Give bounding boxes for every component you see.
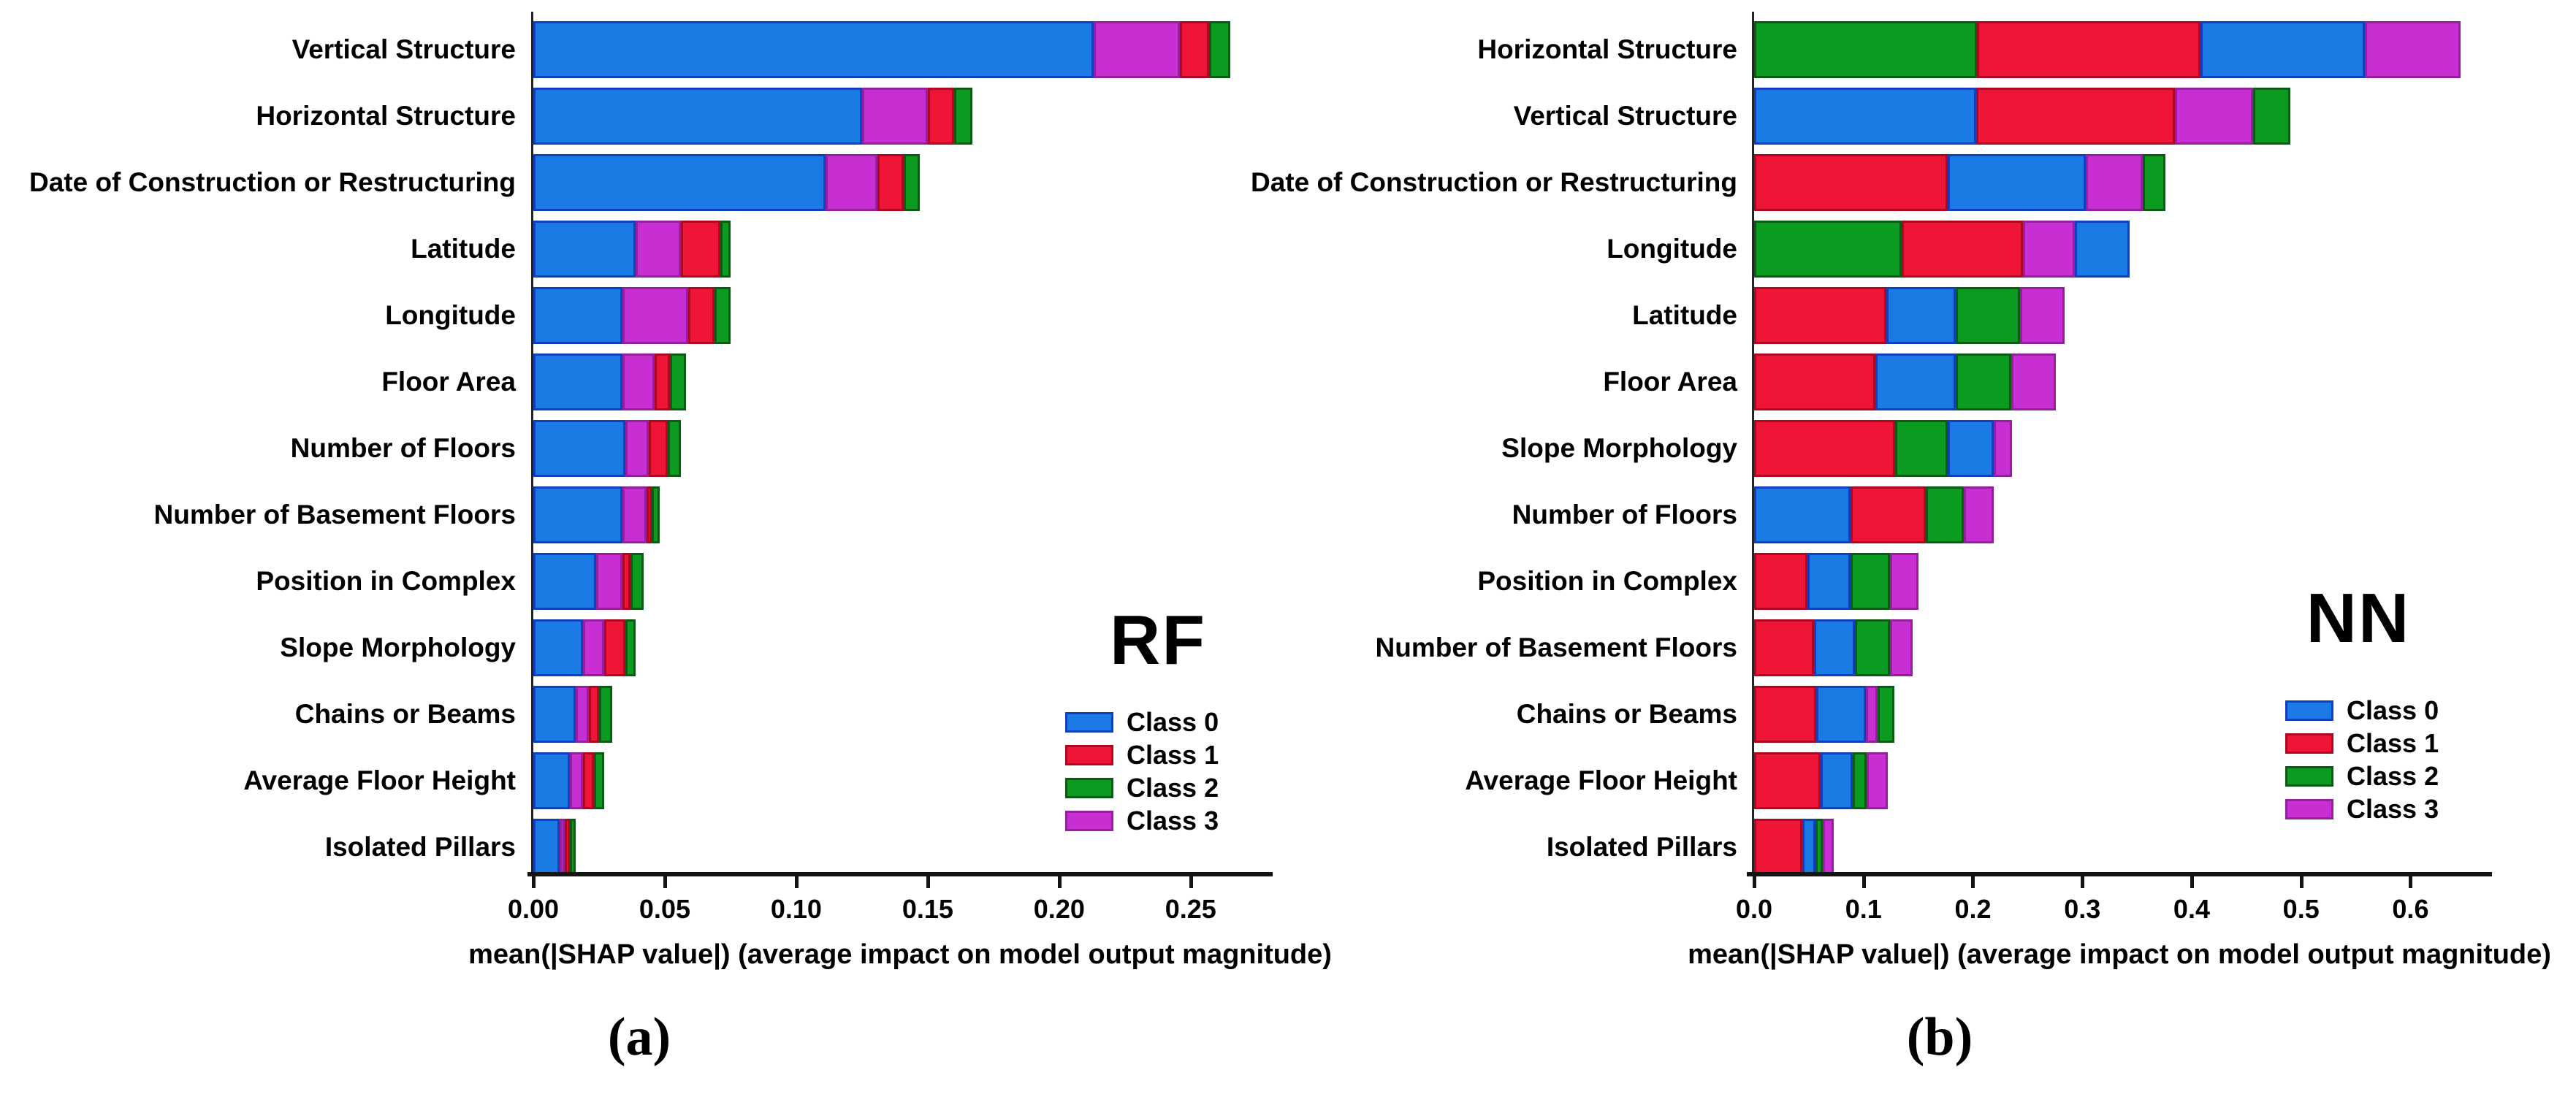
legend-label: Class 2 [1127, 772, 1219, 803]
x-tick-label: 0.2 [1954, 894, 1992, 924]
stacked-bar [1754, 619, 1913, 676]
bar-segment-class-3 [2086, 154, 2143, 211]
bar-segment-class-0 [1875, 353, 1955, 410]
legend-swatch-class-1 [2285, 733, 2333, 754]
bar-segment-class-1 [1754, 686, 1816, 743]
bar-segment-class-2 [1754, 221, 1902, 278]
x-tick-label: 0.0 [1735, 894, 1773, 924]
x-tick-mark [1971, 876, 1975, 888]
y-tick-label: Slope Morphology [280, 632, 516, 662]
y-tick-label: Average Floor Height [1465, 765, 1737, 795]
bar-segment-class-0 [1821, 752, 1852, 809]
y-tick-label: Vertical Structure [1513, 101, 1737, 131]
y-tick-label: Horizontal Structure [1477, 34, 1737, 64]
stacked-bar [1754, 420, 2012, 477]
y-tick-label: Horizontal Structure [256, 101, 516, 131]
y-tick-label: Chains or Beams [1516, 699, 1737, 729]
bar-segment-class-3 [2175, 88, 2252, 145]
legend-label: Class 2 [2347, 760, 2439, 791]
bar-segment-class-0 [2200, 21, 2365, 78]
bar-segment-class-0 [1814, 619, 1854, 676]
bar-segment-class-2 [1956, 353, 2011, 410]
bar-segment-class-3 [2365, 21, 2461, 78]
bar-segment-class-3 [2020, 287, 2065, 344]
legend-label: Class 3 [1127, 805, 1219, 836]
legend-label: Class 0 [1127, 706, 1219, 737]
y-tick-label: Isolated Pillars [1546, 832, 1737, 862]
chart-title: NN [2306, 579, 2411, 657]
y-tick-label: Latitude [411, 234, 516, 264]
x-tick-mark [1753, 876, 1756, 888]
x-tick-mark [2081, 876, 2084, 888]
bar-segment-class-3 [1994, 420, 2012, 477]
bar-segment-class-2 [1855, 619, 1890, 676]
bar-segment-class-1 [1754, 553, 1807, 610]
bar-segment-class-0 [1816, 686, 1865, 743]
y-tick-label: Date of Construction or Restructuring [28, 167, 516, 197]
y-tick-label: Number of Basement Floors [153, 500, 516, 530]
stacked-bar [1754, 287, 2065, 344]
y-tick-label: Number of Basement Floors [1375, 632, 1737, 662]
legend [2285, 694, 2439, 825]
bar-segment-class-1 [1754, 619, 1814, 676]
x-tick-label: 0.05 [639, 894, 690, 924]
bar-segment-class-3 [1890, 553, 1918, 610]
stacked-bar [1754, 154, 2165, 211]
bar-segment-class-0 [1754, 486, 1851, 543]
bar-segment-class-3 [2023, 221, 2074, 278]
x-tick-mark [2300, 876, 2303, 888]
legend-label: Class 0 [2347, 695, 2439, 725]
bar-segment-class-3 [1823, 819, 1834, 876]
stacked-bar [1754, 819, 1834, 876]
bar-segment-class-1 [1977, 21, 2200, 78]
stacked-bar [1754, 88, 2290, 145]
legend-label: Class 1 [1127, 739, 1219, 770]
bar-segment-class-3 [1867, 752, 1887, 809]
stacked-bar [1754, 752, 1888, 809]
bar-segment-class-3 [2011, 353, 2056, 410]
bar-segment-class-0 [1886, 287, 1955, 344]
x-axis-line [1747, 872, 2492, 876]
bar-segment-class-1 [1902, 221, 2023, 278]
bar-segment-class-1 [1754, 752, 1821, 809]
y-tick-label: Longitude [385, 300, 516, 330]
bar-segment-class-3 [1890, 619, 1913, 676]
bar-segment-class-1 [1754, 287, 1886, 344]
x-tick-label: 0.1 [1845, 894, 1882, 924]
legend-swatch-class-3 [2285, 799, 2333, 819]
y-tick-label: Number of Floors [1512, 500, 1737, 530]
bar-segment-class-3 [1964, 486, 1993, 543]
y-tick-label: Vertical Structure [291, 34, 516, 64]
y-tick-label: Average Floor Height [243, 765, 516, 795]
y-tick-label: Isolated Pillars [324, 832, 516, 862]
caption-a: (a) [607, 1007, 671, 1067]
x-tick-label: 0.10 [770, 894, 822, 924]
stacked-bar [1754, 553, 1918, 610]
y-tick-label: Slope Morphology [1501, 433, 1737, 463]
stacked-bar [1754, 21, 2461, 78]
x-axis-title: mean(|SHAP value|) (average impact on model output magnitude) [1688, 939, 2551, 970]
y-tick-label: Longitude [1607, 234, 1737, 264]
stacked-bar [1754, 221, 2130, 278]
bar-segment-class-1 [1754, 819, 1802, 876]
y-tick-label: Position in Complex [1477, 566, 1737, 596]
stacked-bar [1754, 486, 1994, 543]
x-tick-label: 0.5 [2282, 894, 2320, 924]
bar-segment-class-2 [1926, 486, 1964, 543]
y-tick-label: Number of Floors [290, 433, 516, 463]
stacked-bar [1754, 353, 2056, 410]
bar-segment-class-2 [1853, 752, 1867, 809]
legend-entry [2285, 694, 2439, 727]
bar-segment-class-0 [1807, 553, 1850, 610]
legend-entry [2285, 792, 2439, 825]
bar-segment-class-0 [2075, 221, 2130, 278]
bar-segment-class-0 [1754, 88, 1976, 145]
legend-label: Class 3 [2347, 793, 2439, 824]
bar-segment-class-2 [2143, 154, 2165, 211]
x-tick-mark [2190, 876, 2194, 888]
bar-segment-class-2 [1754, 21, 1977, 78]
x-tick-label: 0.20 [1033, 894, 1085, 924]
x-tick-label: 0.6 [2392, 894, 2429, 924]
legend-swatch-class-2 [2285, 766, 2333, 787]
x-axis-title: mean(|SHAP value|) (average impact on model output magnitude) [468, 939, 1332, 970]
legend-entry [2285, 727, 2439, 760]
bar-segment-class-2 [1815, 819, 1823, 876]
legend-entry [2285, 760, 2439, 792]
stacked-bar [1754, 686, 1894, 743]
legend-label: Class 1 [2347, 727, 2439, 758]
bar-segment-class-2 [1878, 686, 1894, 743]
caption-b: (b) [1906, 1007, 1973, 1067]
bar-segment-class-2 [1851, 553, 1890, 610]
bar-segment-class-0 [1948, 420, 1994, 477]
bar-segment-class-2 [1956, 287, 2020, 344]
y-tick-label: Position in Complex [256, 566, 516, 596]
x-tick-mark [1862, 876, 1866, 888]
x-tick-label: 0.3 [2064, 894, 2101, 924]
bar-segment-class-1 [1754, 353, 1875, 410]
bar-segment-class-0 [1802, 819, 1815, 876]
y-tick-label: Floor Area [381, 367, 516, 397]
legend-swatch-class-0 [2285, 700, 2333, 721]
bar-segment-class-1 [1754, 420, 1895, 477]
bar-segment-class-1 [1754, 154, 1948, 211]
bar-segment-class-1 [1976, 88, 2176, 145]
chart-title: RF [1110, 601, 1206, 679]
bar-segment-class-3 [1866, 686, 1878, 743]
y-tick-label: Date of Construction or Restructuring [1250, 167, 1737, 197]
y-tick-label: Floor Area [1603, 367, 1737, 397]
x-tick-label: 0.15 [902, 894, 953, 924]
x-tick-label: 0.00 [507, 894, 560, 924]
y-tick-label: Latitude [1632, 300, 1737, 330]
x-tick-mark [2409, 876, 2412, 888]
bar-segment-class-0 [1948, 154, 2086, 211]
y-tick-label: Chains or Beams [294, 699, 516, 729]
x-tick-label: 0.25 [1165, 894, 1216, 924]
bar-segment-class-1 [1851, 486, 1926, 543]
bar-segment-class-2 [1895, 420, 1948, 477]
bar-segment-class-2 [2253, 88, 2290, 145]
x-tick-label: 0.4 [2173, 894, 2210, 924]
